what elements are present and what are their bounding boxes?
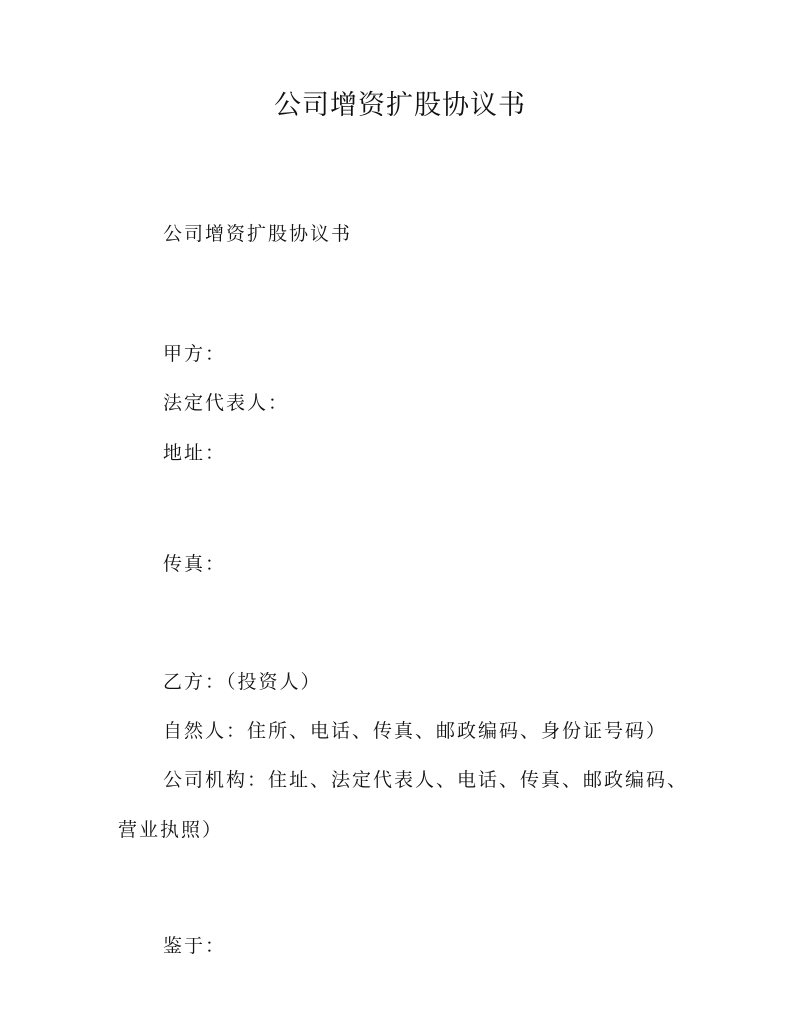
whereas-label: 鉴于： bbox=[163, 935, 227, 957]
party-a-legal-rep: 法定代表人： bbox=[163, 392, 290, 414]
document-subtitle: 公司增资扩股协议书 bbox=[163, 223, 353, 245]
party-b-company-line1: 公司机构：住址、法定代表人、电话、传真、邮政编码、 bbox=[163, 769, 689, 791]
party-a-label: 甲方： bbox=[163, 343, 227, 365]
party-a-address: 地址： bbox=[163, 442, 227, 464]
party-a-fax: 传真： bbox=[163, 553, 227, 575]
party-b-label: 乙方：（投资人） bbox=[163, 671, 322, 693]
document-title: 公司增资扩股协议书 bbox=[274, 90, 526, 121]
party-b-natural-person: 自然人：住所、电话、传真、邮政编码、身份证号码） bbox=[163, 720, 668, 742]
party-b-company-line2: 营业执照） bbox=[118, 819, 224, 841]
